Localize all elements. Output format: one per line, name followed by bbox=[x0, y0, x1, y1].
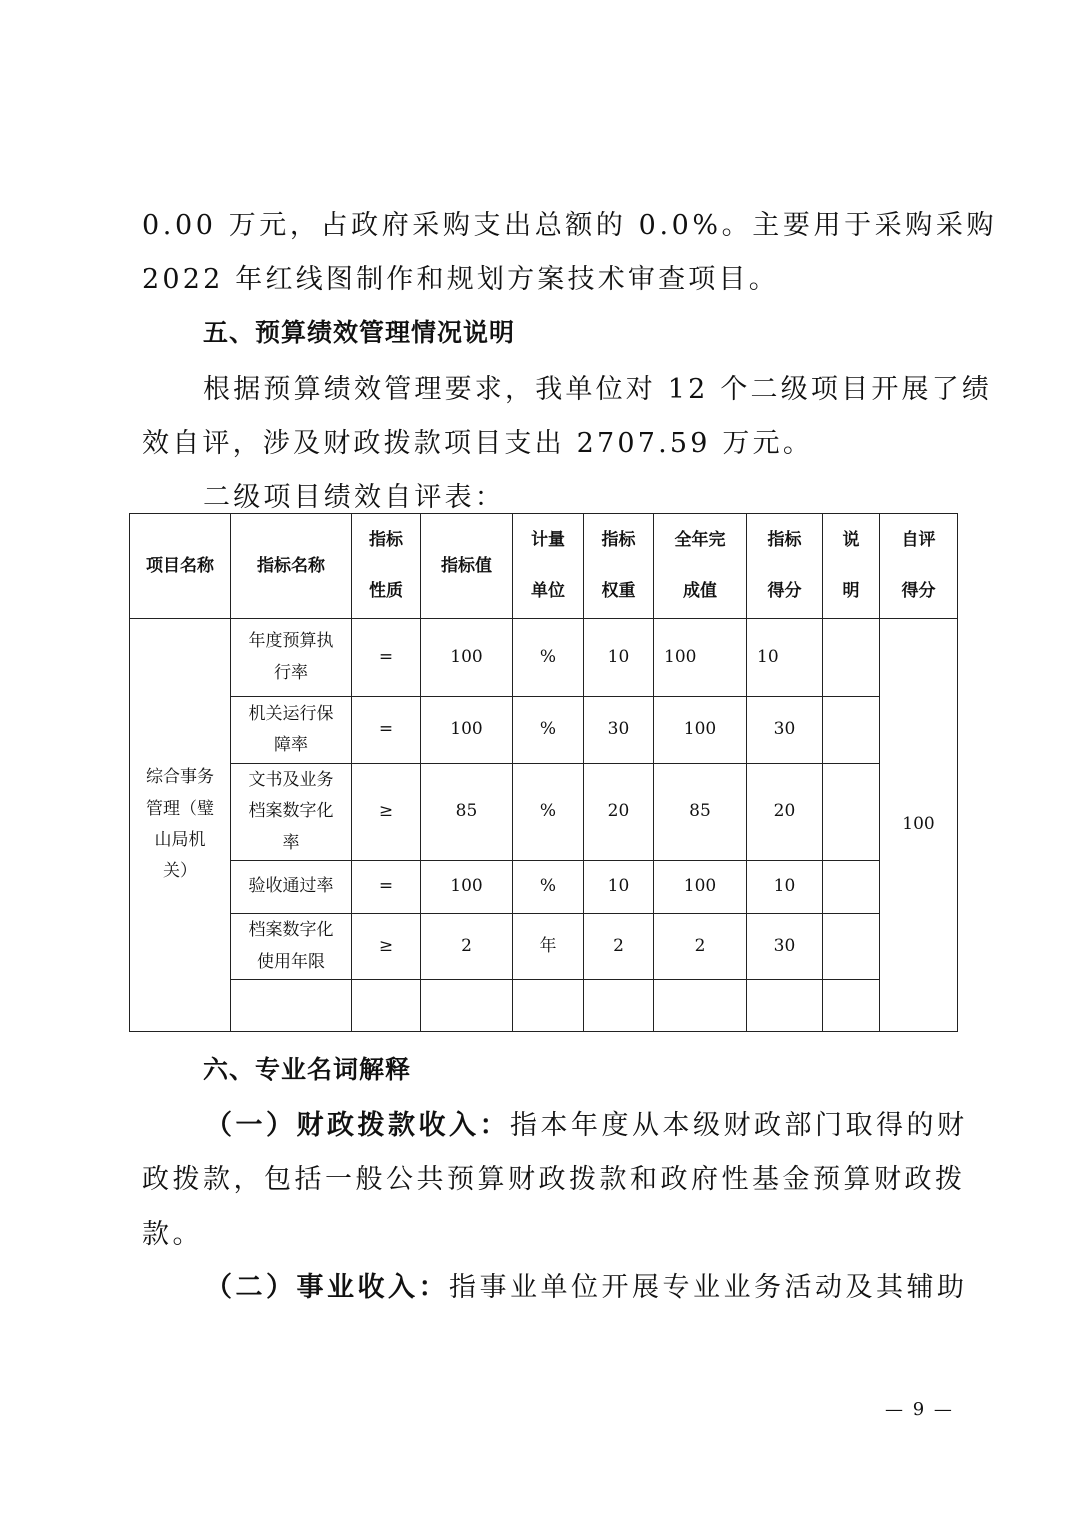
value-cell: 85 bbox=[421, 764, 513, 861]
unit-cell: % bbox=[513, 619, 584, 697]
score-cell: 30 bbox=[747, 914, 823, 980]
table-row-empty bbox=[130, 980, 958, 1032]
table-row bbox=[130, 914, 958, 980]
unit-cell: 年 bbox=[513, 914, 584, 980]
weight-cell: 2 bbox=[584, 914, 654, 980]
actual-cell: 100 bbox=[654, 697, 747, 764]
project-name-cell: 综合事务 管理（璧 山局机 关） bbox=[130, 619, 231, 1032]
header-cell: 指标名称 bbox=[231, 514, 352, 619]
actual-cell: 100 bbox=[654, 619, 747, 697]
paragraph-line: 效自评，涉及财政拨款项目支出 2707.59 万元。 bbox=[142, 428, 814, 459]
section-heading-5: 五、预算绩效管理情况说明 bbox=[203, 318, 516, 347]
definition-paragraph bbox=[205, 1103, 968, 1142]
score-cell: 30 bbox=[747, 697, 823, 764]
table-caption: 二级项目绩效自评表： bbox=[203, 482, 505, 513]
indicator-name-cell bbox=[231, 980, 352, 1032]
note-cell bbox=[823, 697, 880, 764]
paragraph-line: 根据预算绩效管理要求，我单位对 12 个二级项目开展了绩 bbox=[203, 374, 993, 405]
section-heading-6: 六、专业名词解释 bbox=[203, 1055, 412, 1084]
score-cell: 10 bbox=[747, 861, 823, 914]
indicator-name-cell: 验收通过率 bbox=[231, 861, 352, 914]
table-header-row bbox=[130, 514, 958, 619]
paragraph-line: 2022 年红线图制作和规划方案技术审查项目。 bbox=[142, 264, 779, 295]
weight-cell: 10 bbox=[584, 861, 654, 914]
nature-cell: = bbox=[352, 697, 421, 764]
actual-cell bbox=[654, 980, 747, 1032]
paragraph-line: 0.00 万元，占政府采购支出总额的 0.0%。主要用于采购采购 bbox=[142, 210, 998, 241]
actual-cell: 100 bbox=[654, 861, 747, 914]
indicator-name-cell: 档案数字化 使用年限 bbox=[231, 914, 352, 980]
nature-cell: ≥ bbox=[352, 764, 421, 861]
header-cell: 指标值 bbox=[421, 514, 513, 619]
performance-table bbox=[129, 513, 958, 1032]
weight-cell: 30 bbox=[584, 697, 654, 764]
paragraph-line: 政拨款，包括一般公共预算财政拨款和政府性基金预算财政拨 bbox=[142, 1164, 966, 1195]
indicator-name-cell: 年度预算执 行率 bbox=[231, 619, 352, 697]
value-cell: 2 bbox=[421, 914, 513, 980]
indicator-name-cell: 文书及业务 档案数字化 率 bbox=[231, 764, 352, 861]
total-score-cell: 100 bbox=[880, 619, 958, 1032]
header-cell: 计量 单位 bbox=[513, 514, 584, 619]
indicator-name-cell: 机关运行保 障率 bbox=[231, 697, 352, 764]
note-cell bbox=[823, 861, 880, 914]
header-cell: 自评 得分 bbox=[880, 514, 958, 619]
nature-cell bbox=[352, 980, 421, 1032]
table-row bbox=[130, 861, 958, 914]
definition-text: 指本年度从本级财政部门取得的财 bbox=[510, 1110, 968, 1141]
actual-cell: 2 bbox=[654, 914, 747, 980]
value-cell: 100 bbox=[421, 697, 513, 764]
header-cell: 指标 权重 bbox=[584, 514, 654, 619]
value-cell: 100 bbox=[421, 861, 513, 914]
note-cell bbox=[823, 619, 880, 697]
note-cell bbox=[823, 764, 880, 861]
nature-cell: = bbox=[352, 619, 421, 697]
definition-term: （一）财政拨款收入： bbox=[205, 1110, 510, 1141]
score-cell bbox=[747, 980, 823, 1032]
header-cell: 指标 得分 bbox=[747, 514, 823, 619]
definition-term: （二）事业收入： bbox=[205, 1272, 449, 1303]
header-cell: 项目名称 bbox=[130, 514, 231, 619]
unit-cell: % bbox=[513, 764, 584, 861]
value-cell bbox=[421, 980, 513, 1032]
weight-cell bbox=[584, 980, 654, 1032]
paragraph-line: 款。 bbox=[142, 1219, 203, 1250]
unit-cell bbox=[513, 980, 584, 1032]
weight-cell: 20 bbox=[584, 764, 654, 861]
score-cell: 10 bbox=[747, 619, 823, 697]
note-cell bbox=[823, 980, 880, 1032]
header-cell: 说 明 bbox=[823, 514, 880, 619]
header-cell: 全年完 成值 bbox=[654, 514, 747, 619]
weight-cell: 10 bbox=[584, 619, 654, 697]
table-row bbox=[130, 619, 958, 697]
header-cell: 指标 性质 bbox=[352, 514, 421, 619]
page-number: — 9 — bbox=[885, 1399, 954, 1420]
value-cell: 100 bbox=[421, 619, 513, 697]
score-cell: 20 bbox=[747, 764, 823, 861]
definition-paragraph bbox=[205, 1265, 968, 1304]
note-cell bbox=[823, 914, 880, 980]
table-row bbox=[130, 697, 958, 764]
definition-text: 指事业单位开展专业业务活动及其辅助 bbox=[449, 1272, 968, 1303]
unit-cell: % bbox=[513, 697, 584, 764]
unit-cell: % bbox=[513, 861, 584, 914]
table-row bbox=[130, 764, 958, 861]
nature-cell: ≥ bbox=[352, 914, 421, 980]
actual-cell: 85 bbox=[654, 764, 747, 861]
nature-cell: = bbox=[352, 861, 421, 914]
